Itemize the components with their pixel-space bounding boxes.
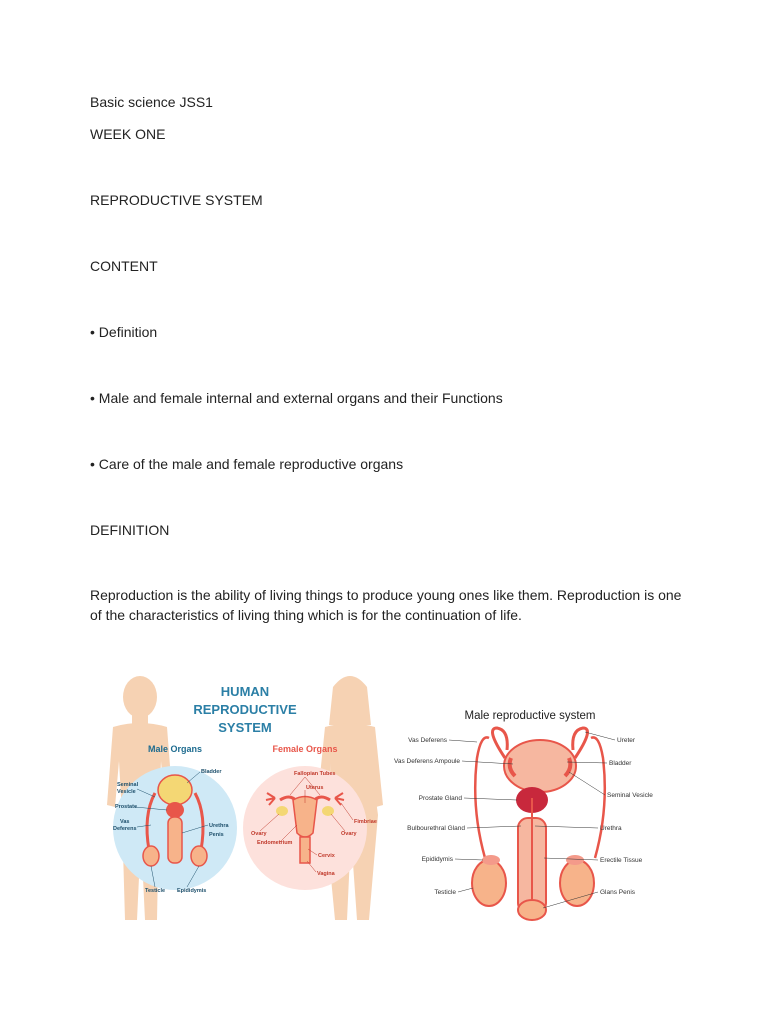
female-organs-heading: Female Organs	[272, 744, 338, 754]
human-reproductive-system-figure	[95, 665, 395, 925]
bullet-definition: • Definition	[90, 324, 158, 340]
figure-title-line-1: HUMAN	[220, 684, 270, 699]
male-label-vas-2: Deferens	[113, 826, 137, 832]
male-label-vas-1: Vas	[120, 819, 130, 825]
label-prostate-gland: Prostate Gland	[418, 795, 462, 802]
label-vas-deferens: Vas Deferens	[408, 737, 447, 744]
female-label-ovary-right: Ovary	[341, 831, 357, 837]
definition-paragraph: Reproduction is the ability of living things to produce young ones like them. Reproduction is one of the characteristics of living thing which is for the continuation of life.	[90, 587, 682, 623]
label-ureter: Ureter	[617, 737, 636, 744]
male-system-title: Male reproductive system	[464, 710, 596, 722]
male-organs-heading: Male Organs	[147, 744, 203, 754]
week-line: WEEK ONE	[90, 126, 166, 142]
female-label-cervix: Cervix	[318, 853, 335, 859]
label-testicle: Testicle	[434, 889, 456, 896]
male-system-anatomy	[472, 728, 605, 920]
bullet-care: • Care of the male and female reproductive organs	[90, 456, 404, 472]
bullet-organs: • Male and female internal and external organs and their Functions	[90, 390, 503, 406]
male-label-urethra: Urethra	[209, 823, 229, 829]
female-label-vagina: Vagina	[317, 871, 335, 877]
label-bladder: Bladder	[609, 760, 632, 767]
male-label-seminal-1: Seminal	[117, 782, 139, 788]
male-label-testicle: Testicle	[145, 888, 166, 894]
male-label-penis: Penis	[209, 832, 224, 838]
female-label-fallopian: Fallopian Tubes	[294, 771, 336, 777]
label-epididymis: Epididymis	[421, 856, 453, 863]
male-label-bladder: Bladder	[201, 769, 222, 775]
male-label-seminal-2: Vesicle	[117, 789, 136, 795]
male-reproductive-system-figure	[385, 698, 655, 928]
female-label-endometrium: Endometrium	[257, 840, 293, 846]
male-label-prostate: Prostate	[115, 804, 138, 810]
female-label-ovary-left: Ovary	[251, 831, 267, 837]
label-glans-penis: Glans Penis	[600, 889, 636, 896]
figure-title-line-3: SYSTEM	[218, 720, 272, 735]
label-bulbourethral-gland: Bulbourethral Gland	[407, 825, 465, 832]
content-heading: CONTENT	[90, 258, 158, 274]
definition-heading: DEFINITION	[90, 522, 170, 538]
label-seminal-vesicle: Seminal Vesicle	[607, 792, 653, 799]
figure-title-line-2: REPRODUCTIVE	[193, 702, 297, 717]
female-label-fimbriae: Fimbriae	[354, 819, 377, 825]
label-vas-deferens-ampoule: Vas Deferens Ampoule	[394, 758, 460, 765]
label-erectile-tissue: Erectile Tissue	[600, 857, 643, 864]
label-urethra: Urethra	[600, 825, 622, 832]
male-label-epididymis: Epididymis	[177, 888, 207, 894]
subject-line: Basic science JSS1	[90, 94, 213, 110]
female-label-uterus: Uterus	[306, 785, 324, 791]
topic-heading: REPRODUCTIVE SYSTEM	[90, 192, 263, 208]
